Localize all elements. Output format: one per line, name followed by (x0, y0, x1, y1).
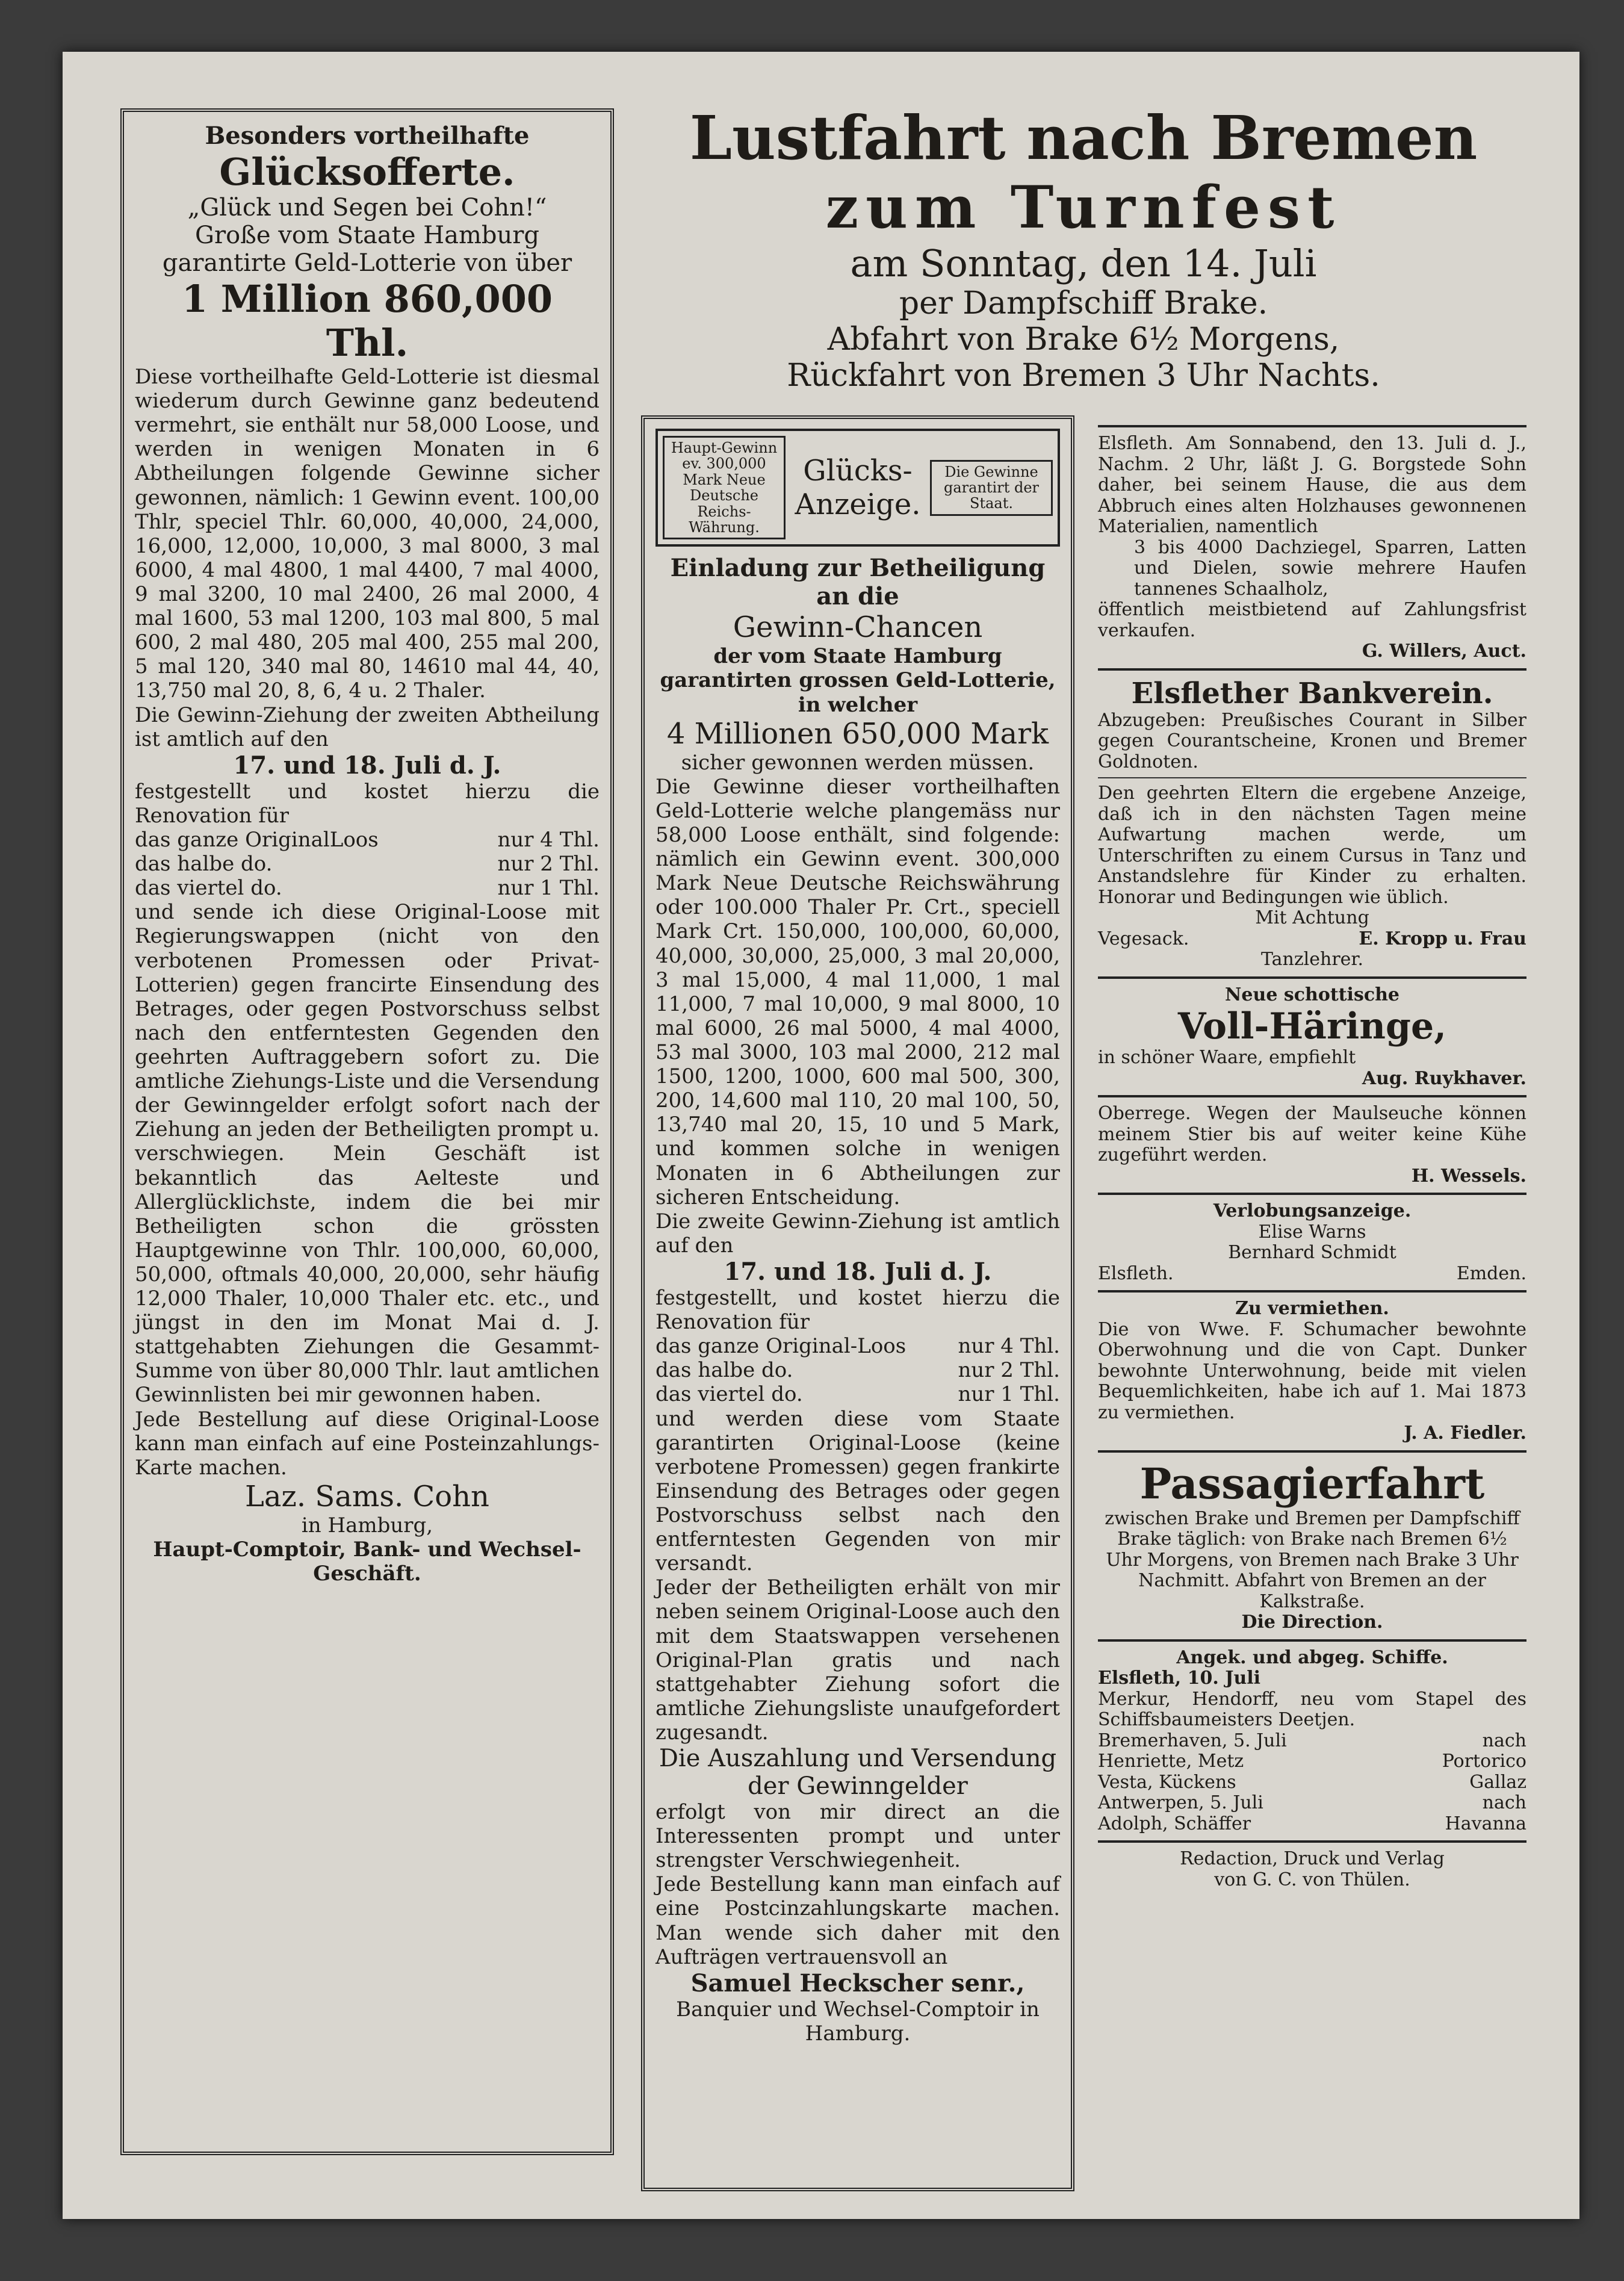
cohn-body4: und sende ich diese Original-Loose mit Regierungswappen (nicht von den verbotenen Promessen oder Privat-Lotterien) gegen francirte Einsendung des Betrages, oder gegen Postvorschuss selbst nach den entferntesten Gegenden den geehrten Auftraggebern sofort zu. Die amtliche Ziehungs-Liste und die Versendung der Gewinngelder erfolgt sofort nach der Ziehung an jeden der Betheiligten prompt u. verschwiegen. Mein Geschäft ist bekanntlich das Aelteste und Allerglücklichste, indem die bei mir Betheiligten schon die grössten Hauptgewinne von Thlr. 100,000, 60,000, 50,000, oftmals 40,000, 20,000, sehr häufig 12,000 Thaler, 10,000 Thaler etc. etc., und jüngst in den im Monat Mai d. J. stattgehabten Ziehungen die Gesammt-Summe von über 80,000 Thlr. laut amtlichen Gewinnlisten bei mir gewonnen haben. (135, 900, 600, 1407)
divider (1098, 668, 1526, 671)
auction-items: 3 bis 4000 Dachziegel, Sparren, Latten und Dielen, sowie mehrere Haufen tannenes Schaalholz, (1134, 536, 1526, 600)
ship-row (1098, 1751, 1526, 1772)
ship-left: Vesta, Kückens (1098, 1771, 1236, 1793)
heckscher-body5: Jeder der Betheiligten erhält von mir neben seinem Original-Loose auch den mit dem Staatswappen versehenen Original-Plan gratis und nach stattgehabter Ziehung sofort die amtliche Ziehungsliste unaufgefordert zugesandt. (655, 1575, 1060, 1745)
heckscher-body2: Die zweite Gewinn-Ziehung ist amtlich auf den (655, 1209, 1060, 1258)
classifieds-column (1089, 415, 1535, 2161)
divider (1098, 1095, 1526, 1097)
passenger-text: zwischen Brake und Bremen per Dampfschiff Brake täglich: von Brake nach Bremen 6½ Uhr Morgens, von Bremen nach Brake 3 Uhr Nachmitt. Abfahrt von Bremen an der Kalkstraße. (1105, 1507, 1520, 1612)
herring-title: Voll-Häringe, (1177, 1005, 1447, 1047)
cohn-body3: festgestellt und kostet hierzu die Renovation für (135, 779, 600, 828)
ship-right: Havanna (1445, 1813, 1526, 1834)
cohn-body2: Die Gewinn-Ziehung der zweiten Abtheilung ist amtlich auf den (135, 703, 600, 751)
engagement-title: Verlobungsanzeige. (1213, 1200, 1412, 1221)
heckscher-lottery-ad (641, 415, 1074, 2191)
bank-text: Abzugeben: Preußisches Courant in Silber gegen Courantscheine, Kronen und Bremer Goldnoten. (1098, 709, 1526, 772)
cohn-lottery-ad (120, 108, 614, 2155)
price-value: nur 2 Thl. (958, 1358, 1060, 1383)
glueck-title: Glücks-Anzeige. (795, 454, 921, 522)
divider (1098, 1450, 1526, 1453)
heckscher-body6: erfolgt von mir direct an die Interessenten prompt und unter strengster Verschwiegenheit. (655, 1800, 1060, 1873)
divider (1098, 1290, 1526, 1293)
price-label: das viertel do. (135, 876, 282, 901)
ship-right: Gallaz (1469, 1771, 1526, 1793)
price-value: nur 1 Thl. (958, 1382, 1060, 1407)
heckscher-price-row (655, 1382, 1060, 1406)
engagement-places (1098, 1264, 1526, 1285)
auction-ad: Elsfleth. Am Sonnabend, den 13. Juli d. J., Nachm. 2 Uhr, läßt J. G. Borgstede Sohn daher, bei seinem Hause, die aus dem Abbruch eines alten Holzhauses gewonnenen Materialien, namentlich (1098, 433, 1526, 537)
cohn-price-row (135, 876, 600, 900)
ship-left: Adolph, Schäffer (1098, 1813, 1251, 1834)
ship-row (1098, 1772, 1526, 1793)
heckscher-payout-title: Die Auszahlung und Versendung der Gewinngelder (659, 1745, 1057, 1801)
dance-place: Vegesack. (1098, 928, 1189, 949)
ship-right: Portorico (1442, 1751, 1526, 1772)
cohn-price-row (135, 828, 600, 852)
engagement-place2: Emden. (1456, 1262, 1526, 1284)
bremen-trip-ad (632, 102, 1535, 415)
dance-signature: E. Kropp u. Frau (1359, 928, 1526, 949)
bank-title: Elsflether Bankverein. (1131, 676, 1493, 710)
passenger-signature: Die Direction. (1241, 1612, 1383, 1633)
cohn-office: Haupt-Comptoir, Bank- und Wechsel-Geschäft. (153, 1538, 581, 1586)
cohn-body1: Diese vortheilhafte Geld-Lotterie ist diesmal wiederum durch Gewinne ganz bedeutend vermehrt, sie enthält nur 58,000 Loose, und werden in wenigen Monaten in 6 Abtheilungen folgende Gewinne sicher gewonnen, nämlich: 1 Gewinn event. 100,00 Thlr, speciel Thlr. 60,000, 40,000, 24,000, 16,000, 12,000, 10,000, 3 mal 8000, 3 mal 6000, 4 mal 4800, 1 mal 4400, 7 mal 4000, 9 mal 3200, 10 mal 2400, 26 mal 2000, 4 mal 1600, 53 mal 1200, 103 mal 800, 5 mal 600, 2 mal 480, 205 mal 400, 255 mal 200, 5 mal 120, 340 mal 80, 14610 mal 44, 40, 13,750 mal 20, 8, 6, 4 u. 2 Thaler. (135, 365, 600, 703)
herring-text: in schöner Waare, empfiehlt (1098, 1047, 1356, 1068)
cohn-slogan: „Glück und Segen bei Cohn!“ (187, 194, 547, 222)
ship-left: Henriette, Metz (1098, 1751, 1244, 1772)
ship-left: Bremerhaven, 5. Juli (1098, 1730, 1287, 1751)
heckscher-sub: der vom Staate Hamburg garantirten grossen Geld-Lotterie, in welcher (660, 644, 1056, 717)
ships-elsfleth-text: Merkur, Hendorff, neu vom Stapel des Schiffsbaumeisters Deetjen. (1098, 1688, 1526, 1730)
engagement-place1: Elsfleth. (1098, 1262, 1174, 1284)
dance-ad: Den geehrten Eltern die ergebene Anzeige, daß ich in den nächsten Tagen meine Aufwartung machen werde, um Unterschriften zu einem Cursus in Tanz und Anstandslehre für Kinder zu erhalten. Honorar und Bedingungen wie üblich. (1098, 783, 1526, 908)
ship-row (1098, 1814, 1526, 1835)
header-box-right: Die Gewinne garantirt der Staat. (930, 460, 1053, 516)
dance-signature-row (1098, 929, 1526, 950)
heckscher-amount: 4 Millionen 650,000 Mark (666, 716, 1049, 751)
passenger-title: Passagierfahrt (1139, 1458, 1485, 1509)
cohn-title1: Besonders vortheilhafte (205, 122, 530, 150)
ship-right: nach (1482, 1792, 1526, 1813)
price-label: das ganze OriginalLoos (135, 827, 379, 852)
ships-title: Angek. und abgeg. Schiffe. (1176, 1646, 1448, 1668)
price-value: nur 1 Thl. (497, 876, 600, 901)
heckscher-body3: festgestellt, und kostet hierzu die Renovation für (655, 1285, 1060, 1335)
ship-row (1098, 1793, 1526, 1814)
heckscher-office: Banquier und Wechsel-Comptoir in Hamburg. (676, 1997, 1040, 2046)
heckscher-firm: Samuel Heckscher senr., (690, 1969, 1025, 1997)
price-value: nur 4 Thl. (958, 1334, 1060, 1359)
trip-departure: Abfahrt von Brake 6½ Morgens, (827, 321, 1340, 358)
trip-ship: per Dampfschiff Brake. (899, 285, 1268, 321)
cohn-firm: Laz. Sams. Cohn (245, 1479, 489, 1513)
heckscher-body1: Die Gewinne dieser vortheilhaften Geld-Lotterie welche plangemäss nur 58,000 Loose enthält, sind folgende: nämlich ein Gewinn event. 300,000 Mark Neue Deutsche Reichswährung oder 100.000 Thaler Pr. Crt., speciell Mark Crt. 150,000, 100,000, 60,000, 40,000, 30,000, 25,000, 3 mal 20,000, 3 mal 15,000, 4 mal 11,000, 1 mal 11,000, 7 mal 10,000, 9 mal 8000, 10 mal 6000, 26 mal 5000, 4 mal 4000, 53 mal 3000, 103 mal 2000, 212 mal 1500, 1200, 1000, 600 mal 500, 300, 200, 14,600 mal 110, 20 mal 100, 50, 13,740 mal 20, 15, 10 und 5 Mark, und kommen solche in wenigen Monaten in 6 Abtheilungen zur sicheren Entscheidung. (655, 774, 1060, 1209)
cohn-dates: 17. und 18. Juli d. J. (233, 751, 501, 780)
cohn-city: in Hamburg, (301, 1513, 433, 1538)
bull-notice: Oberrege. Wegen der Maulseuche können meinem Stier bis auf weiter keine Kühe zugeführt werden. (1098, 1103, 1526, 1165)
divider (1098, 777, 1526, 778)
cohn-amount: 1 Million 860,000 Thl. (181, 277, 553, 365)
bull-signature: H. Wessels. (1411, 1165, 1526, 1187)
herring-signature: Aug. Ruykhaver. (1362, 1067, 1526, 1089)
auction-signature: G. Willers, Auct. (1362, 641, 1526, 662)
ship-row (1098, 1731, 1526, 1752)
price-value: nur 4 Thl. (497, 827, 600, 852)
price-label: das halbe do. (135, 852, 273, 877)
rent-text: Die von Wwe. F. Schumacher bewohnte Oberwohnung und die von Capt. Dunker bewohnte Unterwohnung, beide mit vielen Bequemlichkeiten, habe ich auf 1. Mai 1873 zu vermiethen. (1098, 1318, 1526, 1423)
cohn-title2: Glücksofferte. (219, 150, 515, 194)
price-label: das ganze Original-Loos (655, 1334, 907, 1359)
price-label: das halbe do. (655, 1358, 793, 1383)
imprint-line2: von G. C. von Thülen. (1214, 1869, 1410, 1890)
ship-right: nach (1482, 1730, 1526, 1751)
heckscher-price-row (655, 1358, 1060, 1382)
divider (1098, 425, 1526, 427)
divider (1098, 1840, 1526, 1843)
dance-greeting: Mit Achtung (1255, 907, 1369, 928)
header-box-left: Haupt-Gewinn ev. 300,000 Mark Neue Deutsche Reichs-Währung. (663, 436, 786, 539)
herring-header: Neue schottische (1225, 984, 1399, 1005)
heckscher-body4: und werden diese vom Staate garantirten Original-Loose (keine verbotene Promessen) gegen frankirte Einsendung des Betrages oder gegen Postvorschuss selbst nach den entferntesten Gegenden von mir versandt. (655, 1406, 1060, 1576)
heckscher-invite: Einladung zur Betheiligung an die (670, 554, 1046, 611)
trip-return: Rückfahrt von Bremen 3 Uhr Nachts. (787, 358, 1380, 394)
trip-headline: Lustfahrt nach Bremen (689, 102, 1478, 173)
price-label: das viertel do. (655, 1382, 803, 1407)
ship-left: Antwerpen, 5. Juli (1098, 1792, 1263, 1813)
rent-signature: J. A. Fiedler. (1404, 1423, 1526, 1444)
divider (1098, 1193, 1526, 1195)
heckscher-chances: Gewinn-Chancen (733, 610, 983, 645)
trip-date: am Sonntag, den 14. Juli (850, 241, 1317, 285)
divider (1098, 976, 1526, 979)
engagement-name2: Bernhard Schmidt (1228, 1242, 1396, 1263)
price-value: nur 2 Thl. (497, 852, 600, 877)
imprint-line1: Redaction, Druck und Verlag (1180, 1848, 1445, 1869)
auction-terms: öffentlich meistbietend auf Zahlungsfrist verkaufen. (1098, 599, 1526, 641)
engagement-name1: Elise Warns (1258, 1221, 1366, 1243)
dance-role: Tanzlehrer. (1260, 949, 1364, 970)
glueck-header (655, 429, 1060, 547)
ships-elsfleth: Elsfleth, 10. Juli (1098, 1668, 1261, 1689)
trip-subhead: zum Turnfest (825, 173, 1342, 241)
divider (1098, 1639, 1526, 1642)
cohn-body5: Jede Bestellung auf diese Original-Loose kann man einfach auf eine Posteinzahlungs-Karte machen. (135, 1407, 600, 1480)
heckscher-price-row (655, 1334, 1060, 1358)
heckscher-body7: Jede Bestellung kann man einfach auf eine Postcinzahlungskarte machen. Man wende sich daher mit den Aufträgen vertrauensvoll an (655, 1872, 1060, 1969)
heckscher-must: sicher gewonnen werden müssen. (681, 750, 1035, 775)
cohn-intro: Große vom Staate Hamburg garantirte Geld-Lotterie von über (162, 222, 572, 277)
heckscher-dates: 17. und 18. Juli d. J. (724, 1257, 992, 1286)
cohn-price-row (135, 852, 600, 876)
rent-title: Zu vermiethen. (1235, 1298, 1389, 1319)
